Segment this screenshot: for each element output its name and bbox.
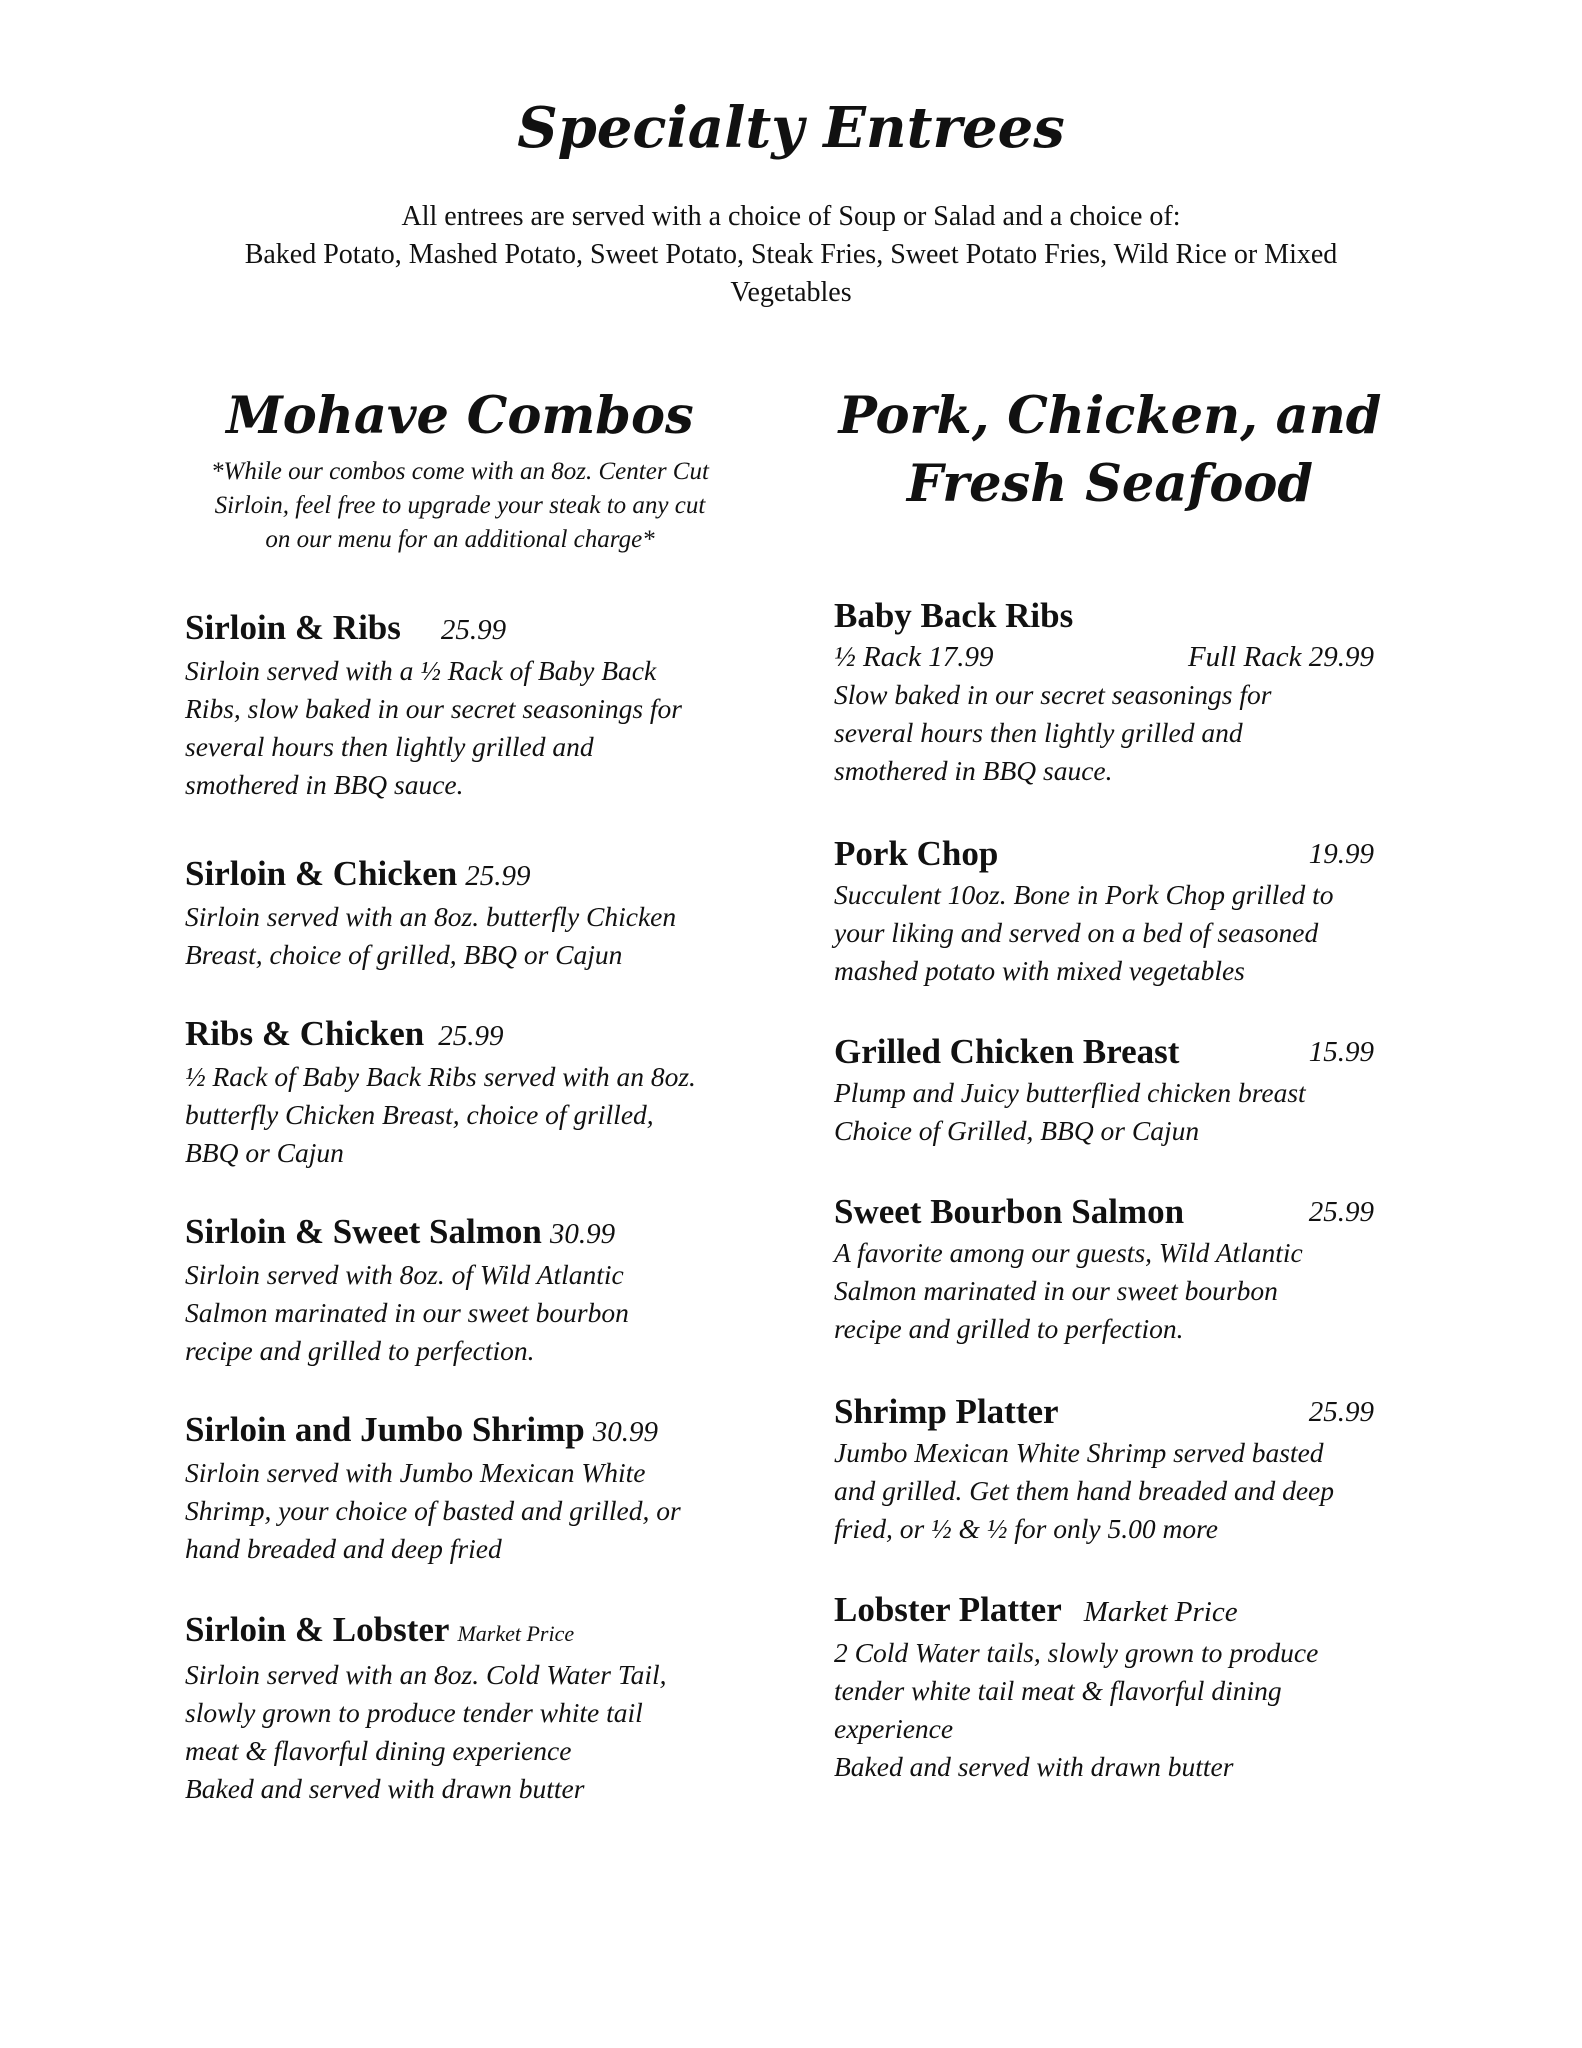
- desc-line: A favorite among our guests, Wild Atlantic: [834, 1237, 1303, 1268]
- desc-line: Sirloin served with Jumbo Mexican White: [185, 1457, 646, 1488]
- desc-line: Succulent 10oz. Bone in Pork Chop grilled to: [834, 879, 1334, 910]
- menu-item: [834, 1390, 1374, 1548]
- item-price: 19.99: [1308, 838, 1374, 870]
- menu-item: [185, 1210, 745, 1370]
- item-header: [185, 1210, 745, 1256]
- item-price: 25.99: [440, 614, 507, 646]
- section-heading: Mohave Combos: [226, 386, 694, 446]
- item-header: [185, 1408, 745, 1454]
- item-description: [834, 676, 1374, 790]
- desc-line: Jumbo Mexican White Shrimp served basted: [834, 1437, 1324, 1468]
- item-header: [185, 606, 745, 652]
- item-price: 30.99: [592, 1416, 658, 1448]
- item-price: Market Price: [457, 1621, 575, 1646]
- desc-line: several hours then lightly grilled and: [834, 717, 1243, 748]
- rack-prices: [834, 638, 1374, 676]
- desc-line: mashed potato with mixed vegetables: [834, 955, 1245, 986]
- desc-line: Salmon marinated in our sweet bourbon: [185, 1297, 629, 1328]
- item-description: [834, 1634, 1374, 1786]
- item-description: [185, 1058, 745, 1172]
- desc-line: fried, or ½ & ½ for only 5.00 more: [834, 1513, 1218, 1544]
- menu-item: [185, 1408, 745, 1568]
- intro-line: Vegetables: [730, 277, 852, 308]
- menu-item: [185, 1012, 745, 1172]
- intro-line: Baked Potato, Mashed Potato, Sweet Potato, Steak Fries, Sweet Potato Fries, Wild Rice or Mixed: [244, 239, 1338, 270]
- item-description: [834, 1434, 1374, 1548]
- menu-item: [834, 1588, 1374, 1786]
- item-price: 25.99: [465, 860, 531, 892]
- desc-line: slowly grown to produce tender white tail: [185, 1697, 643, 1728]
- item-header: [185, 1012, 745, 1058]
- item-description: [834, 876, 1374, 990]
- item-description: [185, 1454, 745, 1568]
- desc-line: butterfly Chicken Breast, choice of grilled,: [185, 1099, 654, 1130]
- desc-line: BBQ or Cajun: [185, 1137, 344, 1168]
- item-header: [834, 1190, 1374, 1234]
- desc-line: smothered in BBQ sauce.: [834, 755, 1113, 786]
- item-price: Market Price: [1083, 1596, 1238, 1628]
- item-description: [185, 1256, 745, 1370]
- desc-line: ½ Rack of Baby Back Ribs served with an 8oz.: [185, 1061, 696, 1092]
- desc-line: Choice of Grilled, BBQ or Cajun: [834, 1115, 1200, 1146]
- desc-line: your liking and served on a bed of seasoned: [834, 917, 1319, 948]
- note-line: Sirloin, feel free to upgrade your steak to any cut: [214, 492, 706, 519]
- desc-line: hand breaded and deep fried: [185, 1533, 502, 1564]
- desc-line: recipe and grilled to perfection.: [185, 1335, 535, 1366]
- item-header: [834, 1030, 1374, 1074]
- intro-text: [180, 198, 1402, 312]
- menu-item: [834, 594, 1374, 790]
- page-title: Specialty Entrees: [517, 95, 1065, 161]
- item-header: [185, 852, 745, 898]
- item-price: 25.99: [1308, 1196, 1374, 1228]
- item-price: 15.99: [1308, 1036, 1374, 1068]
- item-name: Grilled Chicken Breast: [834, 1032, 1180, 1071]
- menu-item: [185, 1608, 745, 1808]
- desc-line: Sirloin served with an 8oz. Cold Water Tail,: [185, 1659, 667, 1690]
- item-header: [834, 1588, 1374, 1634]
- menu-item: [834, 1190, 1374, 1348]
- item-name: Ribs & Chicken: [185, 1014, 425, 1053]
- half-rack-price: ½ Rack 17.99: [834, 641, 994, 673]
- desc-line: Baked and served with drawn butter: [185, 1773, 585, 1804]
- desc-line: experience: [834, 1713, 954, 1744]
- note-line: *While our combos come with an 8oz. Center Cut: [211, 458, 709, 485]
- item-name: Pork Chop: [834, 834, 999, 873]
- item-description: [834, 1234, 1374, 1348]
- item-name: Sirloin & Chicken: [185, 854, 458, 893]
- desc-line: Plump and Juicy butterflied chicken breast: [834, 1077, 1306, 1108]
- desc-line: smothered in BBQ sauce.: [185, 769, 464, 800]
- desc-line: Salmon marinated in our sweet bourbon: [834, 1275, 1278, 1306]
- desc-line: tender white tail meat & flavorful dining: [834, 1675, 1282, 1706]
- desc-line: Sirloin served with an 8oz. butterfly Chicken: [185, 901, 677, 932]
- item-header: [834, 832, 1374, 876]
- item-description: [185, 898, 745, 974]
- desc-line: meat & flavorful dining experience: [185, 1735, 572, 1766]
- item-header: [834, 594, 1374, 638]
- heading-line: Fresh Seafood: [906, 454, 1314, 514]
- menu-item: [834, 832, 1374, 990]
- desc-line: Sirloin served with 8oz. of Wild Atlantic: [185, 1259, 624, 1290]
- item-name: Baby Back Ribs: [834, 596, 1074, 635]
- item-description: [834, 1074, 1374, 1150]
- item-price: 25.99: [438, 1020, 504, 1052]
- desc-line: several hours then lightly grilled and: [185, 731, 594, 762]
- item-name: Sirloin and Jumbo Shrimp: [185, 1410, 585, 1449]
- item-description: [185, 652, 745, 804]
- item-name: Lobster Platter: [834, 1590, 1062, 1629]
- desc-line: 2 Cold Water tails, slowly grown to produce: [834, 1637, 1319, 1668]
- desc-line: Slow baked in our secret seasonings for: [834, 679, 1272, 710]
- desc-line: Breast, choice of grilled, BBQ or Cajun: [185, 939, 623, 970]
- item-name: Sirloin & Ribs: [185, 608, 401, 647]
- menu-item: [834, 1030, 1374, 1150]
- item-name: Sirloin & Sweet Salmon: [185, 1212, 542, 1251]
- item-description: [185, 1656, 745, 1808]
- desc-line: Ribs, slow baked in our secret seasonings for: [185, 693, 683, 724]
- item-header: [834, 1390, 1374, 1434]
- desc-line: recipe and grilled to perfection.: [834, 1313, 1184, 1344]
- desc-line: Baked and served with drawn butter: [834, 1751, 1234, 1782]
- heading-line: Pork, Chicken, and: [838, 386, 1382, 446]
- item-name: Shrimp Platter: [834, 1392, 1059, 1431]
- menu-item: [185, 852, 745, 974]
- desc-line: Sirloin served with a ½ Rack of Baby Back: [185, 655, 657, 686]
- intro-line: All entrees are served with a choice of Soup or Salad and a choice of:: [401, 201, 1181, 232]
- item-header: [185, 1608, 745, 1656]
- item-name: Sirloin & Lobster: [185, 1610, 450, 1649]
- full-rack-price: Full Rack 29.99: [1187, 641, 1374, 673]
- item-name: Sweet Bourbon Salmon: [834, 1192, 1185, 1231]
- desc-line: Shrimp, your choice of basted and grilled, or: [185, 1495, 681, 1526]
- desc-line: and grilled. Get them hand breaded and deep: [834, 1475, 1334, 1506]
- menu-item: [185, 606, 745, 804]
- note-line: on our menu for an additional charge*: [265, 526, 655, 553]
- item-price: 30.99: [549, 1218, 616, 1250]
- combo-note: [170, 455, 750, 557]
- item-price: 25.99: [1308, 1396, 1374, 1428]
- section-heading: [820, 382, 1400, 518]
